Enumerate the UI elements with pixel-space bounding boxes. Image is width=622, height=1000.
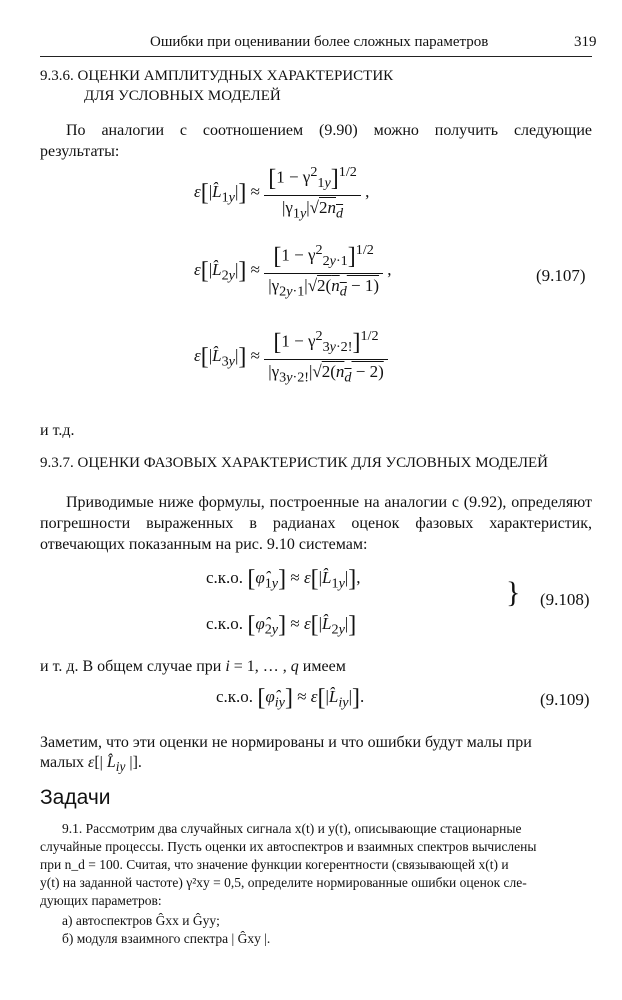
running-header: Ошибки при оценивании более сложных параметров — [150, 34, 489, 50]
page-number: 319 — [574, 34, 597, 50]
equation-amp-1: $\varepsilon[|L̂_{1y}|]$ ≈ $\frac{[1 - \gamma^2_{1y}]^{1/2}}{|\gamma_{1y}|√2n_d}$ , — [194, 164, 370, 222]
problem-91-line2: случайные процессы. Пусть оценки их автоспектров и взаимных спектров вычислены — [40, 839, 537, 854]
problem-91-item-a: а) автоспектров Ĝxx и Ĝyy; — [62, 913, 220, 928]
sko-label-2: с.к.о. — [206, 614, 244, 633]
problem-91-line1: 9.1. Рассмотрим два случайных сигнала x(t) и y(t), описывающие стационарные — [62, 821, 522, 836]
header-rule — [40, 56, 592, 57]
note-line-2-text: малых — [40, 754, 84, 771]
sko-label-3: с.к.о. — [216, 687, 254, 706]
equation-amp-3: $\varepsilon[|L̂_{3y}|]$ ≈ $\frac{[1 - \gamma^2_{3y\cdot 2!}]^{1/2}}{|\gamma_{3y\cdot 2!}|√2(n_d - 2)}$ — [194, 328, 388, 386]
phase-intro-paragraph: Приводимые ниже формулы, построенные на аналогии с (9.92), определяют погрешности выраженных в радианах оценок фазовых характеристик, отвечающих показанным на рис. 9.10 системам: — [40, 494, 592, 553]
problem-91-line5: дующих параметров: — [40, 893, 162, 908]
section-heading-936: 9.3.6. ОЦЕНКИ АМПЛИТУДНЫХ ХАРАКТЕРИСТИК — [40, 68, 394, 84]
note-line-2: малых ε[| $L̂_{iy}$ |]. — [40, 754, 142, 775]
equation-number-9107: (9.107) — [536, 266, 586, 285]
problems-heading: Задачи — [40, 786, 111, 809]
general-prefix: и т. д. В общем случае при — [40, 658, 222, 675]
general-suffix: имеем — [302, 658, 346, 675]
section-heading-936-line2: ДЛЯ УСЛОВНЫХ МОДЕЛЕЙ — [84, 88, 281, 104]
intro-paragraph: По аналогии с соотношением (9.90) можно получить следующие результаты: — [40, 122, 592, 160]
general-case-text: и т. д. В общем случае при i = 1, … , q имеем — [40, 658, 346, 675]
problem-91-line3: при n_d = 100. Считая, что значение функции когерентности (связывающей x(t) и — [40, 857, 509, 872]
equation-phase-general: с.к.о. $[\varphî_{iy}]$ ≈ $\varepsilon[|L̂_{iy}|]$. — [216, 685, 365, 711]
section-heading-937: 9.3.7. ОЦЕНКИ ФАЗОВЫХ ХАРАКТЕРИСТИК ДЛЯ УСЛОВНЫХ МОДЕЛЕЙ — [40, 455, 549, 471]
sko-label-1: с.к.о. — [206, 568, 244, 587]
etc-text: и т.д. — [40, 422, 75, 439]
brace-9108: } — [506, 576, 521, 609]
problem-91-line4: y(t) на заданной частоте) γ²xy = 0,5, определите нормированные ошибки оценок сле- — [40, 875, 527, 890]
equation-phase-1: с.к.о. $[\varphî_{1y}]$ ≈ $\varepsilon[|L̂_{1y}|]$, — [206, 566, 361, 592]
equation-amp-2: $\varepsilon[|L̂_{2y}|]$ ≈ $\frac{[1 - \gamma^2_{2y\cdot 1}]^{1/2}}{|\gamma_{2y\cdot 1}|√2(n_d - 1)}$ , — [194, 242, 392, 300]
problem-91-item-b: б) модуля взаимного спектра | Ĝxy |. — [62, 931, 271, 946]
note-line-1: Заметим, что эти оценки не нормированы и что ошибки будут малы при — [40, 734, 532, 751]
equation-number-9108: (9.108) — [540, 590, 590, 609]
equation-phase-2: с.к.о. $[\varphî_{2y}]$ ≈ $\varepsilon[|L̂_{2y}|]$ — [206, 612, 357, 638]
equation-number-9109: (9.109) — [540, 690, 590, 709]
